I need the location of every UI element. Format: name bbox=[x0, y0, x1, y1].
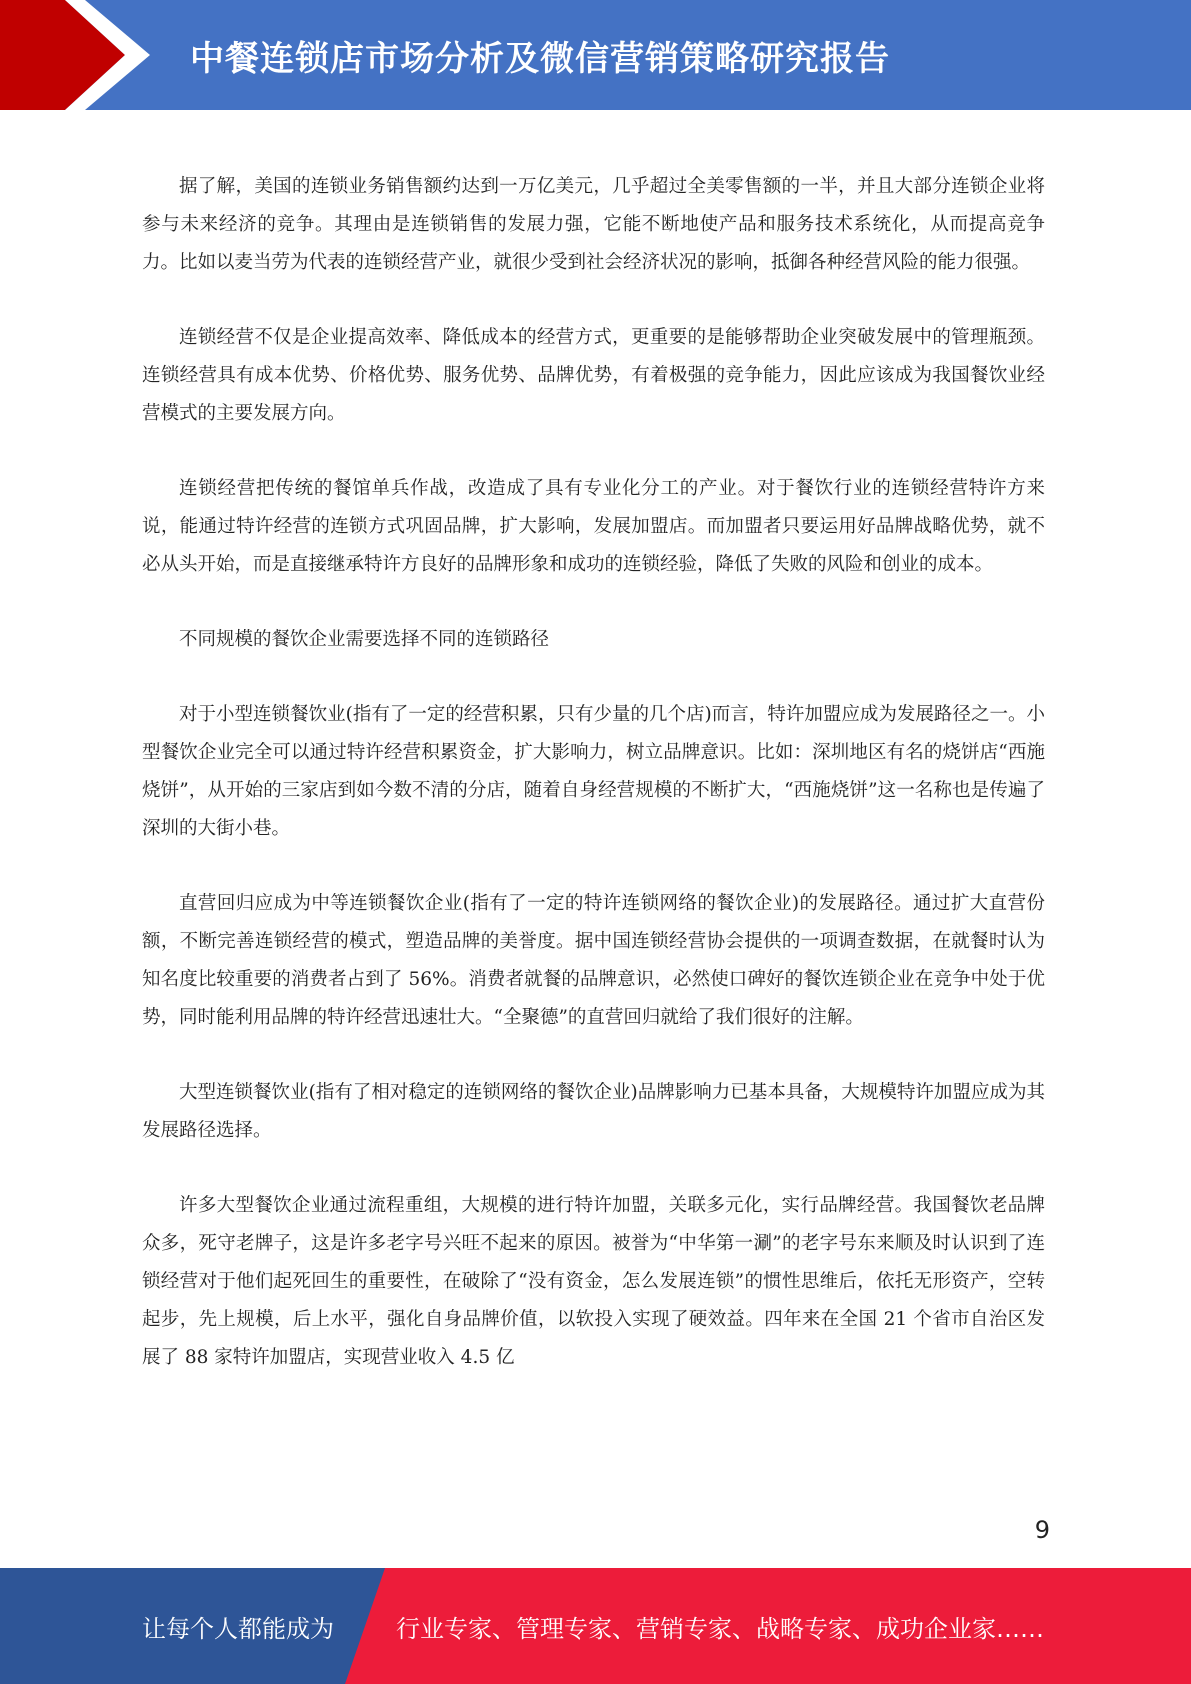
footer-slogan-left: 让每个人都能成为 bbox=[142, 1614, 334, 1643]
page-number: 9 bbox=[1034, 1516, 1050, 1544]
paragraph: 连锁经营把传统的餐馆单兵作战，改造成了具有专业化分工的产业。对于餐饮行业的连锁经营特许方来说，能通过特许经营的连锁方式巩固品牌，扩大影响，发展加盟店。而加盟者只要运用好品牌战略优势，就不必从头开始，而是直接继承特许方良好的品牌形象和成功的连锁经验，降低了失败的风险和创业的成本。 bbox=[142, 478, 1045, 575]
paragraph: 大型连锁餐饮业(指有了相对稳定的连锁网络的餐饮企业)品牌影响力已基本具备，大规模特许加盟应成为其发展路径选择。 bbox=[142, 1082, 1045, 1141]
page-footer-banner bbox=[0, 1568, 1191, 1684]
paragraph: 据了解，美国的连锁业务销售额约达到一万亿美元，几乎超过全美零售额的一半，并且大部分连锁企业将参与未来经济的竞争。其理由是连锁销售的发展力强，它能不断地使产品和服务技术系统化，从而提高竞争力。比如以麦当劳为代表的连锁经营产业，就很少受到社会经济状况的影响，抵御各种经营风险的能力很强。 bbox=[142, 176, 1045, 273]
document-body bbox=[142, 168, 1045, 1414]
page-header-banner bbox=[0, 0, 1191, 110]
section-subheading: 不同规模的餐饮企业需要选择不同的连锁路径 bbox=[179, 629, 550, 650]
report-title: 中餐连锁店市场分析及微信营销策略研究报告 bbox=[190, 38, 890, 79]
paragraph: 直营回归应成为中等连锁餐饮企业(指有了一定的特许连锁网络的餐饮企业)的发展路径。通过扩大直营份额，不断完善连锁经营的模式，塑造品牌的美誉度。据中国连锁经营协会提供的一项调查数据，在就餐时认为知名度比较重要的消费者占到了 56%。消费者就餐的品牌意识，必然使口碑好的餐饮连锁企业在竞争中处于优势，同时能利用品牌的特许经营迅速壮大。“全聚德”的直营回归就给了我们很好的注解。 bbox=[142, 893, 1045, 1028]
paragraph: 连锁经营不仅是企业提高效率、降低成本的经营方式，更重要的是能够帮助企业突破发展中的管理瓶颈。连锁经营具有成本优势、价格优势、服务优势、品牌优势，有着极强的竞争能力，因此应该成为我国餐饮业经营模式的主要发展方向。 bbox=[142, 327, 1045, 424]
paragraph: 许多大型餐饮企业通过流程重组，大规模的进行特许加盟，关联多元化，实行品牌经营。我国餐饮老品牌众多，死守老牌子，这是许多老字号兴旺不起来的原因。被誉为“中华第一涮”的老字号东来顺及时认识到了连锁经营对于他们起死回生的重要性，在破除了“没有资金，怎么发展连锁”的惯性思维后，依托无形资产，空转起步，先上规模，后上水平，强化自身品牌价值，以软投入实现了硬效益。四年来在全国 21 个省市自治区发展了 88 家特许加盟店，实现营业收入 4.5 亿 bbox=[142, 1195, 1045, 1368]
paragraph: 对于小型连锁餐饮业(指有了一定的经营积累，只有少量的几个店)而言，特许加盟应成为发展路径之一。小型餐饮企业完全可以通过特许经营积累资金，扩大影响力，树立品牌意识。比如：深圳地区有名的烧饼店“西施烧饼”，从开始的三家店到如今数不清的分店，随着自身经营规模的不断扩大，“西施烧饼”这一名称也是传遍了深圳的大街小巷。 bbox=[142, 704, 1045, 839]
footer-slogan-right: 行业专家、管理专家、营销专家、战略专家、成功企业家…… bbox=[396, 1614, 1044, 1643]
